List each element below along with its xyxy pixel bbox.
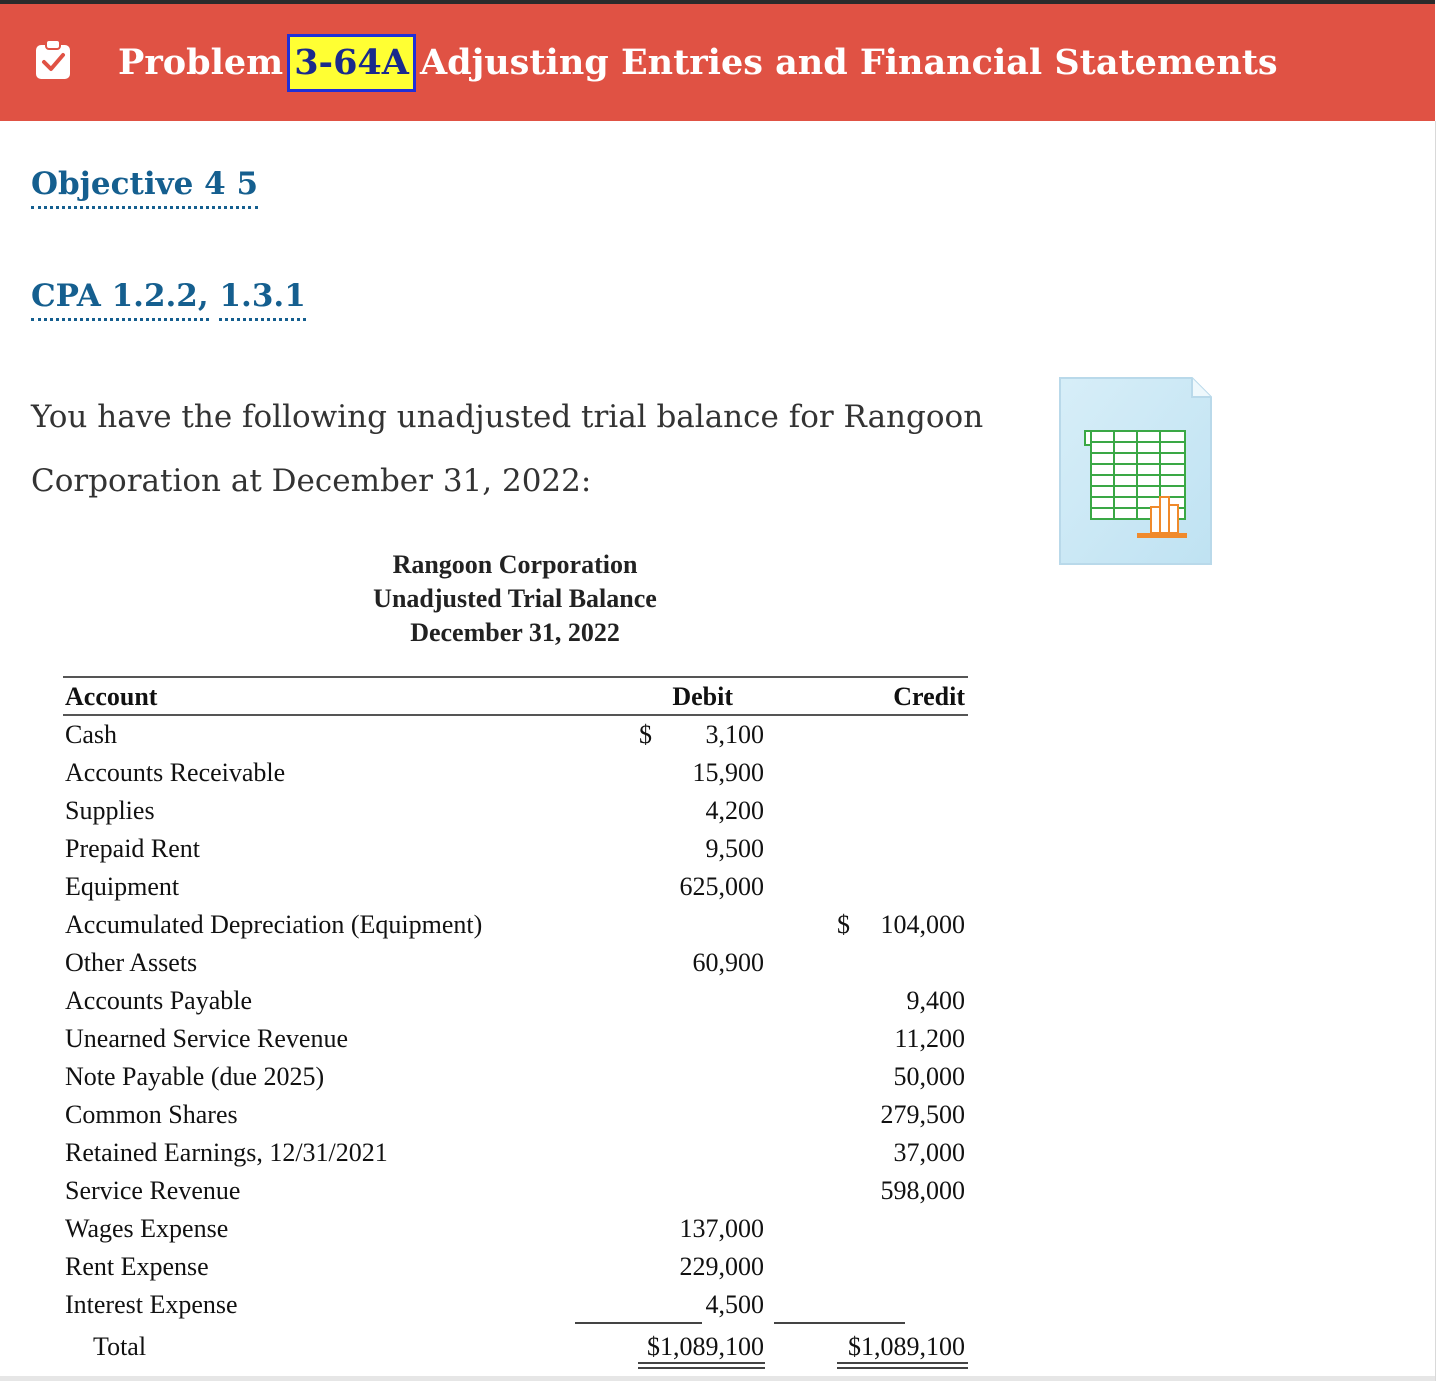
header-credit: Credit xyxy=(893,682,965,711)
table-row xyxy=(63,1096,968,1134)
debit-cell: 4,500 xyxy=(705,1290,764,1319)
table-row xyxy=(63,1172,968,1210)
debit-double-rule-2 xyxy=(638,1367,765,1369)
credit-double-rule-1 xyxy=(837,1362,968,1364)
account-cell: Interest Expense xyxy=(65,1290,238,1319)
spreadsheet-chart-icon[interactable] xyxy=(1059,377,1212,565)
problem-number-highlight[interactable]: 3-64A xyxy=(287,34,416,92)
debit-double-rule-1 xyxy=(638,1362,765,1364)
credit-sum-rule xyxy=(774,1322,905,1324)
debit-dollar-sign: $ xyxy=(639,720,652,749)
account-cell: Accounts Receivable xyxy=(65,758,286,787)
debit-cell: 60,900 xyxy=(692,948,764,977)
account-cell: Rent Expense xyxy=(65,1252,209,1281)
total-row xyxy=(63,1328,968,1366)
header-account: Account xyxy=(65,682,158,711)
table-row xyxy=(63,982,968,1020)
total-debit: $1,089,100 xyxy=(647,1332,764,1361)
table-row xyxy=(63,944,968,982)
debit-cell: 15,900 xyxy=(692,758,764,787)
credit-dollar-sign: $ xyxy=(837,910,850,939)
debit-cell: 625,000 xyxy=(679,872,764,901)
credit-cell: 50,000 xyxy=(893,1062,965,1091)
table-header-row xyxy=(63,678,968,716)
credit-cell: 598,000 xyxy=(880,1176,965,1205)
debit-sum-rule xyxy=(575,1322,702,1324)
problem-title xyxy=(118,4,1278,121)
account-cell: Other Assets xyxy=(65,948,198,977)
credit-double-rule-2 xyxy=(837,1367,968,1369)
trial-balance-heading xyxy=(300,548,730,650)
table-row xyxy=(63,792,968,830)
credit-cell: 9,400 xyxy=(906,986,965,1015)
problem-prefix: Problem xyxy=(118,42,284,83)
account-cell: Cash xyxy=(65,720,117,749)
debit-cell: 9,500 xyxy=(705,834,764,863)
table-row xyxy=(63,716,968,754)
table-row xyxy=(63,906,968,944)
table-row xyxy=(63,1286,968,1324)
account-cell: Wages Expense xyxy=(65,1214,229,1243)
problem-intro: You have the following unadjusted trial balance for Rangoon Corporation at December 31, 2022: xyxy=(31,399,984,499)
account-cell: Prepaid Rent xyxy=(65,834,201,863)
objective-label: Objective xyxy=(31,166,194,202)
table-row xyxy=(63,868,968,906)
objective-numbers: 4 5 xyxy=(204,166,259,202)
company-name: Rangoon Corporation xyxy=(392,550,638,579)
total-credit: $1,089,100 xyxy=(848,1332,965,1361)
problem-title-text: Adjusting Entries and Financial Statements xyxy=(419,42,1278,83)
total-label: Total xyxy=(93,1332,147,1361)
table-row xyxy=(63,1058,968,1096)
credit-cell: 104,000 xyxy=(880,910,965,939)
cpa-link[interactable] xyxy=(31,278,306,314)
statement-date: December 31, 2022 xyxy=(410,618,620,647)
table-row xyxy=(63,830,968,868)
cpa-ref-1[interactable]: 1.2.2, xyxy=(111,278,209,314)
account-cell: Accumulated Depreciation (Equipment) xyxy=(65,910,483,939)
account-cell: Equipment xyxy=(65,872,180,901)
credit-cell: 37,000 xyxy=(893,1138,965,1167)
credit-cell: 11,200 xyxy=(894,1024,965,1053)
account-cell: Accounts Payable xyxy=(65,986,253,1015)
bottom-scroll-edge xyxy=(0,1376,1435,1381)
table-row xyxy=(63,1020,968,1058)
problem-banner xyxy=(0,4,1435,121)
statement-title: Unadjusted Trial Balance xyxy=(373,584,657,613)
table-row xyxy=(63,754,968,792)
table-row xyxy=(63,1248,968,1286)
account-cell: Service Revenue xyxy=(65,1176,241,1205)
credit-cell: 279,500 xyxy=(880,1100,965,1129)
header-debit: Debit xyxy=(672,682,733,711)
debit-cell: 4,200 xyxy=(705,796,764,825)
account-cell: Retained Earnings, 12/31/2021 xyxy=(65,1138,388,1167)
debit-cell: 229,000 xyxy=(679,1252,764,1281)
table-row xyxy=(63,1210,968,1248)
account-cell: Supplies xyxy=(65,796,155,825)
table-row xyxy=(63,1134,968,1172)
debit-cell: 3,100 xyxy=(705,720,764,749)
account-cell: Note Payable (due 2025) xyxy=(65,1062,325,1091)
debit-cell: 137,000 xyxy=(679,1214,764,1243)
objective-link[interactable] xyxy=(31,166,258,202)
clipboard-check-icon xyxy=(35,40,71,80)
cpa-ref-2[interactable]: 1.3.1 xyxy=(219,278,306,314)
right-edge xyxy=(1435,0,1450,1381)
cpa-label: CPA xyxy=(31,278,101,314)
account-cell: Unearned Service Revenue xyxy=(65,1024,348,1053)
account-cell: Common Shares xyxy=(65,1100,238,1129)
